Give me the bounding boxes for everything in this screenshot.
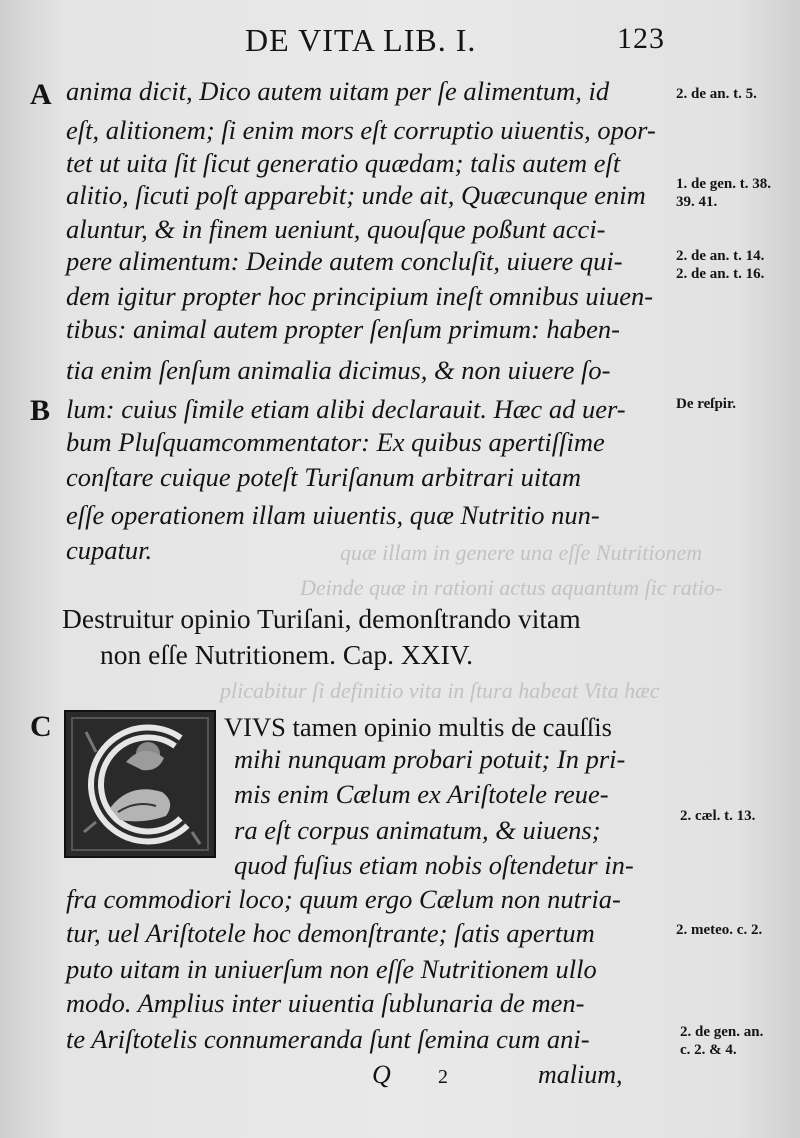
text-line: pere alimentum: Deinde autem concluſit, uiuere qui- [66,246,623,276]
margin-note: 2. de an. t. 16. [676,266,765,282]
signature-number: 2 [438,1066,448,1088]
text-line: tet ut uita ſit ſicut generatio quædam; talis autem eſt [66,148,621,178]
decorated-initial-c [64,710,216,858]
section-marker-a: A [30,78,52,111]
text-line: ra eſt corpus animatum, & uiuens; [234,815,601,845]
text-line: conſtare cuique poteſt Turiſanum arbitrari uitam [66,462,582,492]
text-line: eſſe operationem illam uiuentis, quæ Nutritio nun- [66,500,600,530]
margin-note: De reſpir. [676,396,736,412]
text-line: puto uitam in uniuerſum non eſſe Nutritionem ullo [66,954,597,984]
text-line: dem igitur propter hoc principium ineſt omnibus uiuen- [66,281,654,311]
margin-note: 2. de an. t. 5. [676,86,757,102]
bleed-through-text: quæ illam in genere una eſſe Nutritionem [340,540,703,565]
text-line: VIVS tamen opinio multis de cauſſis [224,712,612,742]
chapter-heading-line: non eſſe Nutritionem. Cap. XXIV. [100,639,473,670]
margin-note: c. 2. & 4. [680,1042,737,1058]
text-line: lum: cuius ſimile etiam alibi declarauit. Hæc ad uer- [66,394,626,424]
text-line: te Ariſtotelis connumeranda ſunt ſemina cum ani- [66,1024,590,1054]
margin-note: 2. cæl. t. 13. [680,808,756,824]
text-line: fra commodiori loco; quum ergo Cælum non nutria- [66,884,621,914]
text-line: bum Pluſquamcommentator: Ex quibus apertiſſime [66,427,605,457]
text-line: tibus: animal autem propter ſenſum primum: haben- [66,314,620,344]
bleed-through-text: plicabitur ſi definitio vita in ſtura habeat Vita hæc [220,678,660,703]
signature-mark: Q [372,1060,391,1089]
margin-note: 2. de an. t. 14. [676,248,765,264]
chapter-heading-line: Destruitur opinio Turiſani, demonſtrando vitam [62,603,581,634]
margin-note: 1. de gen. t. 38. [676,176,771,192]
text-line: aluntur, & in finem ueniunt, quouſque poßunt acci- [66,214,606,244]
bleed-through-text: Deinde quæ in rationi actus aquantum ſic ratio- [300,575,723,600]
text-line: mis enim Cælum ex Ariſtotele reue- [234,779,609,809]
margin-note: 39. 41. [676,194,718,210]
running-header [245,22,665,58]
text-line: tia enim ſenſum animalia dicimus, & non uiuere ſo- [66,355,611,385]
section-marker-b: B [30,394,51,427]
catchword: malium, [538,1060,623,1089]
text-line: eſt, alitionem; ſi enim mors eſt corruptio uiuentis, opor- [66,115,656,145]
section-marker-c: C [30,710,52,743]
text-line: modo. Amplius inter uiuentia ſublunaria de men- [66,988,585,1018]
text-line: quod fuſius etiam nobis oſtendetur in- [234,850,634,880]
text-line: tur, uel Ariſtotele hoc demonſtrante; ſatis apertum [66,918,595,948]
text-line: mihi nunquam probari potuit; In pri- [234,744,626,774]
text-line: alitio, ſicuti poſt apparebit; unde ait, Quæcunque enim [66,180,646,210]
running-title: DE VITA LIB. I. [245,22,477,58]
page-number: 123 [617,22,665,55]
text-line: cupatur. [66,535,153,565]
margin-note: 2. de gen. an. [680,1024,764,1040]
margin-note: 2. meteo. c. 2. [676,922,763,938]
text-line: anima dicit, Dico autem uitam per ſe alimentum, id [66,76,610,106]
